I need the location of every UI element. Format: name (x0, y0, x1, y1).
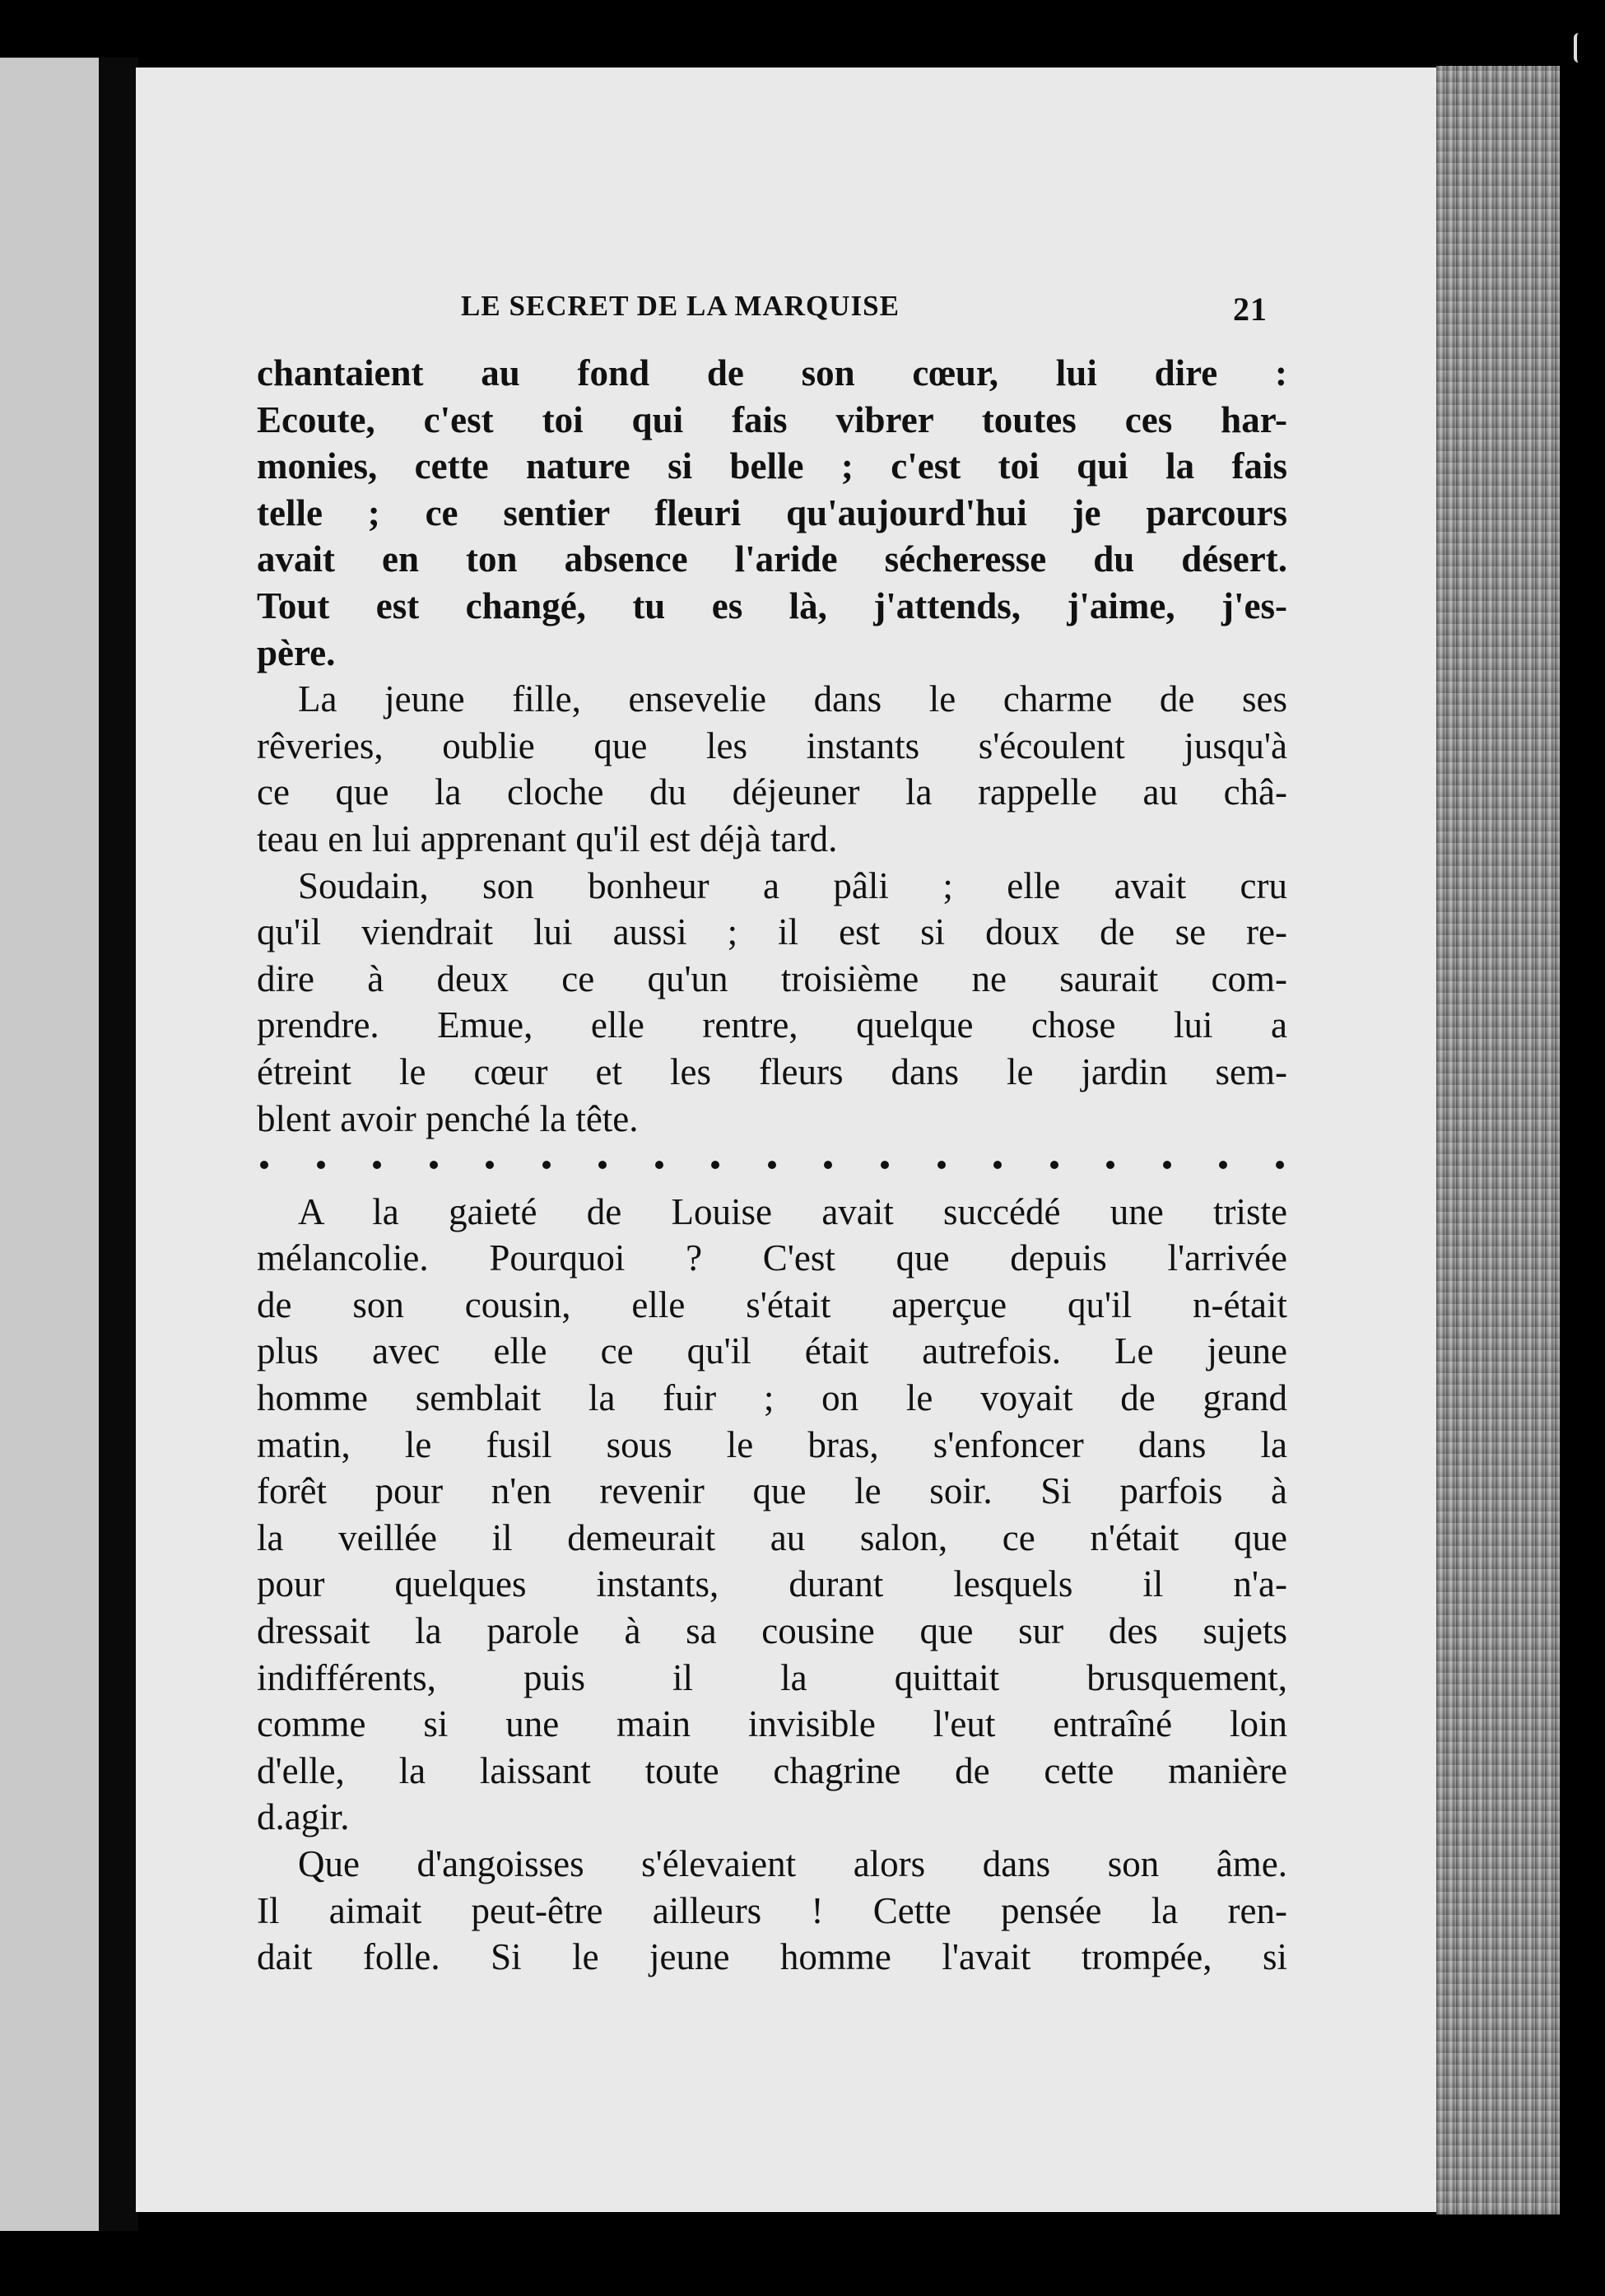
text-line: blent avoir penché la tête. (257, 1097, 639, 1139)
text-line: mélancolie. Pourquoi ? C'est que depuis l'arrivée (257, 1237, 1287, 1279)
text-line: Ecoute, c'est toi qui fais vibrer toutes ces har- (257, 398, 1287, 440)
book-gutter (99, 58, 138, 2231)
section-break-dots (257, 1142, 1287, 1189)
text-line: qu'il viendrait lui aussi ; il est si doux de se re- (257, 911, 1287, 953)
text-line: prendre. Emue, elle rentre, quelque chose lui a (257, 1004, 1287, 1046)
text-line: A la gaieté de Louise avait succédé une triste (298, 1190, 1287, 1232)
text-line: Il aimait peut-être ailleurs ! Cette pensée la ren- (257, 1889, 1287, 1931)
text-line: pour quelques instants, durant lesquels il n'a- (257, 1563, 1287, 1605)
text-line: chantaient au fond de son cœur, lui dire : (257, 352, 1287, 394)
text-line: dire à deux ce qu'un troisième ne saurait com- (257, 957, 1287, 999)
running-head (461, 290, 1268, 331)
text-line: telle ; ce sentier fleuri qu'aujourd'hui je parcours (257, 491, 1287, 533)
text-line: d.agir. (257, 1796, 350, 1838)
text-line: de son cousin, elle s'était aperçue qu'il n-était (257, 1283, 1287, 1325)
text-line: La jeune fille, ensevelie dans le charme de ses (298, 678, 1287, 720)
text-line: étreint le cœur et les fleurs dans le jardin sem- (257, 1050, 1287, 1092)
text-line: matin, le fusil sous le bras, s'enfoncer dans la (257, 1423, 1287, 1465)
text-line: comme si une main invisible l'eut entraîné loin (257, 1703, 1287, 1745)
text-line: la veillée il demeurait au salon, ce n'était que (257, 1516, 1287, 1558)
scan-artifact (1574, 33, 1587, 63)
text-line: ce que la cloche du déjeuner la rappelle au châ- (257, 771, 1287, 813)
text-line: forêt pour n'en revenir que le soir. Si parfois à (257, 1470, 1287, 1512)
body-text (257, 350, 1287, 1981)
text-line: Soudain, son bonheur a pâli ; elle avait cru (298, 864, 1287, 906)
page-stack-edge (1436, 66, 1560, 2214)
text-line: dressait la parole à sa cousine que sur des sujets (257, 1610, 1287, 1652)
text-line: d'elle, la laissant toute chagrine de cette manière (257, 1749, 1287, 1791)
text-line: dait folle. Si le jeune homme l'avait trompée, si (257, 1936, 1287, 1978)
text-line: Tout est changé, tu es là, j'attends, j'aime, j'es- (257, 584, 1287, 626)
running-title: LE SECRET DE LA MARQUISE (461, 290, 900, 322)
facing-page-edge (0, 58, 99, 2231)
text-line: rêveries, oublie que les instants s'écoulent jusqu'à (257, 724, 1287, 766)
text-line: père. (257, 631, 336, 673)
page-number: 21 (1233, 291, 1268, 328)
text-line: avait en ton absence l'aride sécheresse du désert. (257, 538, 1287, 580)
text-line: plus avec elle ce qu'il était autrefois. Le jeune (257, 1330, 1287, 1372)
text-line: homme semblait la fuir ; on le voyait de grand (257, 1377, 1287, 1419)
text-line: Que d'angoisses s'élevaient alors dans son âme. (298, 1843, 1287, 1884)
text-line: monies, cette nature si belle ; c'est toi qui la fais (257, 445, 1287, 487)
text-line: teau en lui apprenant qu'il est déjà tard. (257, 817, 838, 859)
text-line: indifférents, puis il la quittait brusquement, (257, 1656, 1287, 1698)
